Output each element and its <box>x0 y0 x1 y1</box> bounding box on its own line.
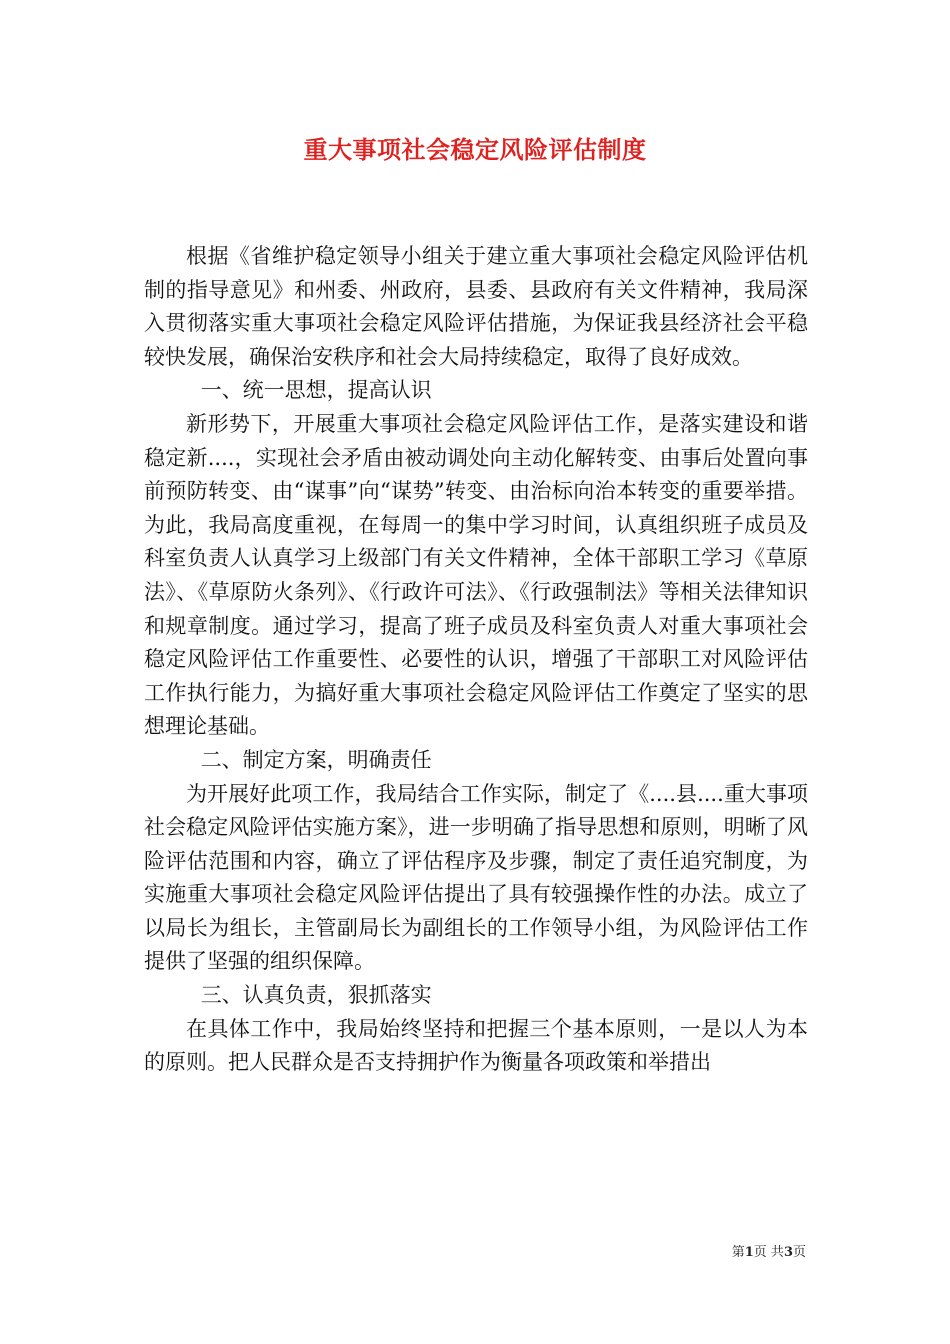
document-body <box>144 240 808 1080</box>
section-heading-3: 三、认真负责，狠抓落实 <box>200 983 432 1008</box>
paragraph-section-3: 在具体工作中，我局始终坚持和把握三个基本原则，一是以人为本的原则。把人民群众是否支持拥护作为衡量各项政策和举措出 <box>144 1016 808 1075</box>
footer-suffix: 页 <box>792 1245 806 1260</box>
section-heading-1: 一、统一思想，提高认识 <box>200 378 432 403</box>
section-heading-2: 二、制定方案，明确责任 <box>200 747 432 772</box>
document-title: 重大事项社会稳定风险评估制度 <box>303 135 647 164</box>
current-page-number: 1 <box>744 1245 754 1260</box>
footer-middle: 页 共 <box>753 1245 784 1260</box>
paragraph-section-1: 新形势下，开展重大事项社会稳定风险评估工作，是落实建设和谐稳定新....，实现社会矛盾由被动调处向主动化解转变、由事后处置向事前预防转变、由“谋事”向“谋势”转变、由治标向治本转变的重要举措。为此，我局高度重视，在每周一的集中学习时间，认真组织班子成员及科室负责人认真学习上级部门有关文件精神，全体干部职工学习《草原法》、《草原防火条列》、《行政许可法》、《行政强制法》等相关法律知识和规章制度。通过学习，提高了班子成员及科室负责人对重大事项社会稳定风险评估工作重要性、必要性的认识，增强了干部职工对风险评估工作执行能力，为搞好重大事项社会稳定风险评估工作奠定了坚实的思想理论基础。 <box>144 411 808 739</box>
total-pages-number: 3 <box>783 1245 793 1260</box>
paragraph-intro: 根据《省维护稳定领导小组关于建立重大事项社会稳定风险评估机制的指导意见》和州委、州政府，县委、县政府有关文件精神，我局深入贯彻落实重大事项社会稳定风险评估措施，为保证我县经济社会平稳较快发展，确保治安秩序和社会大局持续稳定，取得了良好成效。 <box>144 244 808 369</box>
paragraph-section-2: 为开展好此项工作，我局结合工作实际，制定了《....县....重大事项社会稳定风险评估实施方案》，进一步明确了指导思想和原则，明晰了风险评估范围和内容，确立了评估程序及步骤，制定了责任追究制度，为实施重大事项社会稳定风险评估提出了具有较强操作性的办法。成立了以局长为组长，主管副局长为副组长的工作领导小组，为风险评估工作提供了坚强的组织保障。 <box>144 781 808 974</box>
footer-prefix: 第 <box>731 1245 745 1260</box>
page-footer <box>0 1243 806 1263</box>
